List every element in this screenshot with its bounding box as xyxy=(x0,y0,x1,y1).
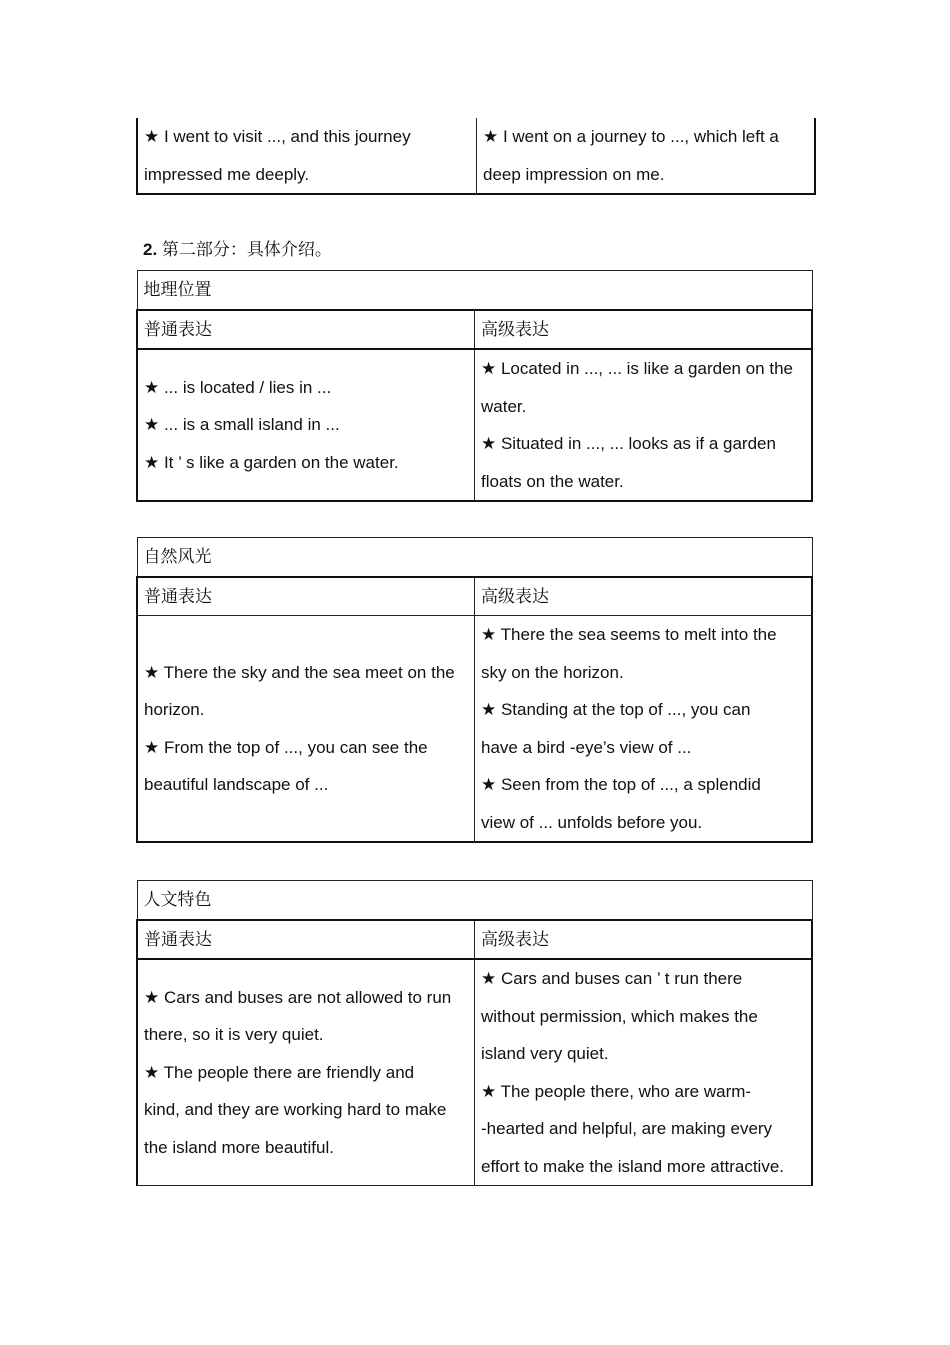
column-header-advanced: 高级表达 xyxy=(475,310,813,350)
text-line: floats on the water. xyxy=(481,471,624,491)
table-title: 自然风光 xyxy=(137,538,812,577)
text-line: ★ From the top of ..., you can see the xyxy=(144,737,428,757)
text-line: ★ I went on a journey to ..., which left a xyxy=(483,127,779,146)
text-line: ★ I went to visit ..., and this journey xyxy=(144,127,411,146)
text-line: ★ ... is a small island in ... xyxy=(144,415,340,435)
intro-table xyxy=(136,118,816,195)
text-line: the island more beautiful. xyxy=(144,1137,334,1157)
text-line: effort to make the island more attractive. xyxy=(481,1156,784,1176)
table-title: 地理位置 xyxy=(137,271,812,310)
text-line: impressed me deeply. xyxy=(144,164,310,184)
scenery-table xyxy=(136,537,813,843)
text-line: ★ ... is located / lies in ... xyxy=(144,377,332,397)
text-line: sky on the horizon. xyxy=(481,662,624,682)
text-line: horizon. xyxy=(144,700,205,719)
column-header-advanced: 高级表达 xyxy=(475,577,813,616)
column-header-common: 普通表达 xyxy=(137,577,475,616)
text-line: ★ Situated in ..., ... looks as if a garden xyxy=(481,434,776,453)
section-number: 2. xyxy=(143,240,158,259)
section-heading xyxy=(143,236,332,264)
text-line: ★ Cars and buses are not allowed to run xyxy=(144,987,452,1007)
text-line: ★ Cars and buses can ’ t run there xyxy=(481,969,743,988)
intro-common-cell xyxy=(137,118,477,194)
column-header-advanced: 高级表达 xyxy=(475,920,813,960)
text-line: ★ There the sea seems to melt into the xyxy=(481,625,777,644)
text-line: ★ Seen from the top of ..., a splendid xyxy=(481,775,761,794)
text-line: -hearted and helpful, are making every xyxy=(481,1119,773,1138)
text-line: beautiful landscape of ... xyxy=(144,775,329,794)
text-line: kind, and they are working hard to make xyxy=(144,1100,447,1120)
text-line: ★ Standing at the top of ..., you can xyxy=(481,700,751,719)
culture-table xyxy=(136,880,813,1186)
text-line: have a bird -eye’s view of ... xyxy=(481,737,692,757)
text-line: there, so it is very quiet. xyxy=(144,1025,324,1045)
advanced-expressions-cell xyxy=(475,616,813,843)
text-line: island very quiet. xyxy=(481,1044,609,1063)
text-line: water. xyxy=(481,396,527,416)
text-line: view of ... unfolds before you. xyxy=(481,812,703,832)
advanced-expressions-cell xyxy=(475,959,813,1186)
location-table xyxy=(136,270,813,502)
common-expressions-cell xyxy=(137,959,475,1186)
column-header-common: 普通表达 xyxy=(137,920,475,960)
text-line: ★ The people there are friendly and xyxy=(144,1062,415,1082)
common-expressions-cell xyxy=(137,349,475,501)
text-line: deep impression on me. xyxy=(483,164,665,184)
column-header-common: 普通表达 xyxy=(137,310,475,350)
advanced-expressions-cell xyxy=(475,349,813,501)
text-line: ★ Located in ..., ... is like a garden on the xyxy=(481,359,793,378)
common-expressions-cell xyxy=(137,616,475,843)
text-line: ★ There the sky and the sea meet on the xyxy=(144,662,455,682)
table-title: 人文特色 xyxy=(137,881,812,920)
section-title: 第二部分：具体介绍。 xyxy=(161,240,332,259)
intro-advanced-cell xyxy=(477,118,816,194)
text-line: ★ It ’ s like a garden on the water. xyxy=(144,452,399,472)
text-line: without permission, which makes the xyxy=(481,1006,758,1026)
text-line: ★ The people there, who are warm- xyxy=(481,1081,752,1101)
